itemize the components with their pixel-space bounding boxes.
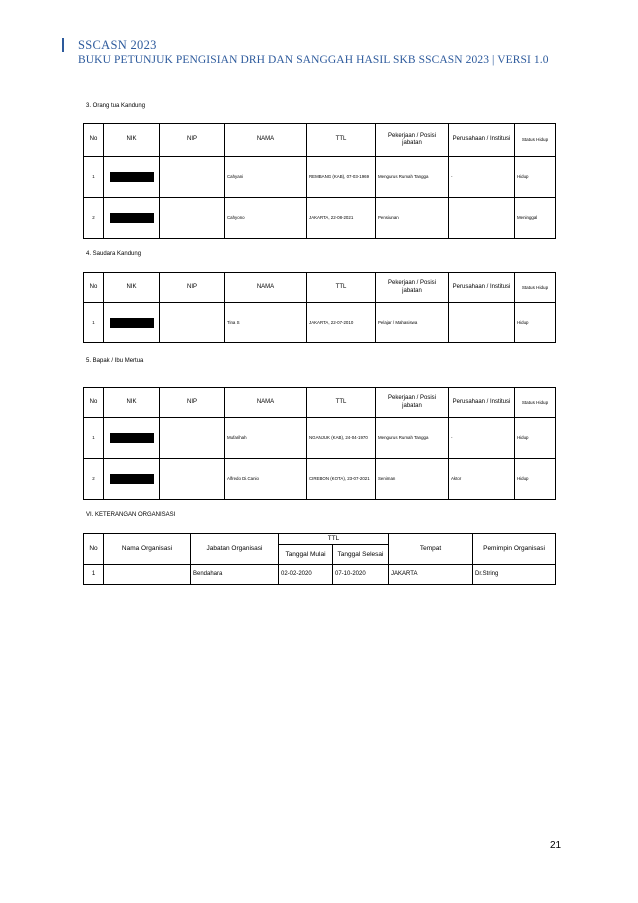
header-title: SSCASN 2023 — [78, 38, 157, 52]
table-header-row — [84, 388, 556, 418]
redacted-nik — [110, 433, 154, 443]
col-nip: NIP — [160, 273, 225, 303]
col-tanggal-selesai: Tanggal Selesai — [333, 545, 389, 565]
col-nik: NIK — [104, 124, 160, 157]
col-jabatan-organisasi: Jabatan Organisasi — [191, 534, 279, 565]
col-pekerjaan: Pekerjaan / Posisi jabatan — [376, 388, 449, 418]
cell-pekerjaan: Mengurus Rumah Tangga — [376, 157, 449, 198]
section-title-organisasi: VI. KETERANGAN ORGANISASI — [86, 512, 176, 518]
col-pekerjaan: Pekerjaan / Posisi jabatan — [376, 124, 449, 157]
cell-nama: Cahyani — [225, 157, 307, 198]
col-tanggal-mulai: Tanggal Mulai — [279, 545, 333, 565]
cell-ttl: REMBANG (KAB), 07-03-1969 — [307, 157, 376, 198]
cell-nik — [104, 418, 160, 459]
cell-perusahaan — [449, 198, 515, 239]
cell-tempat: JAKARTA — [389, 565, 473, 585]
cell-no: 1 — [84, 418, 104, 459]
cell-pekerjaan: Pensiunan — [376, 198, 449, 239]
redacted-nik — [110, 474, 154, 484]
col-ttl: TTL — [307, 124, 376, 157]
cell-perusahaan: Aktor — [449, 459, 515, 500]
section-title-saudara: 4. Saudara Kandung — [86, 251, 142, 257]
cell-jabatan: Bendahara — [191, 565, 279, 585]
cell-no: 1 — [84, 565, 104, 585]
table-mertua — [83, 387, 556, 500]
redacted-nik — [110, 172, 154, 182]
cell-no: 2 — [84, 198, 104, 239]
cell-ttl: NGANJUK (KAB), 24-04-1970 — [307, 418, 376, 459]
table-row — [84, 459, 556, 500]
table-header-row — [84, 124, 556, 157]
cell-status: Hidup — [515, 459, 556, 500]
table-row — [84, 157, 556, 198]
cell-pekerjaan: Mengurus Rumah Tangga — [376, 418, 449, 459]
section-title-mertua: 5. Bapak / Ibu Mertua — [86, 358, 144, 364]
cell-perusahaan: - — [449, 157, 515, 198]
col-nip: NIP — [160, 388, 225, 418]
cell-nik — [104, 459, 160, 500]
col-nik: NIK — [104, 273, 160, 303]
col-perusahaan: Perusahaan / Institusi — [449, 273, 515, 303]
col-nama: NAMA — [225, 273, 307, 303]
cell-nik — [104, 303, 160, 343]
cell-no: 2 — [84, 459, 104, 500]
col-no: No — [84, 273, 104, 303]
cell-perusahaan — [449, 303, 515, 343]
cell-pekerjaan: Pelajar / Mahasiswa — [376, 303, 449, 343]
cell-nik — [104, 157, 160, 198]
cell-status: Hidup — [515, 303, 556, 343]
col-nama: NAMA — [225, 388, 307, 418]
page-number: 21 — [550, 840, 562, 851]
cell-tanggal-selesai: 07-10-2020 — [333, 565, 389, 585]
cell-ttl: JAKARTA, 22-07-2010 — [307, 303, 376, 343]
col-no: No — [84, 534, 104, 565]
cell-no: 1 — [84, 303, 104, 343]
cell-nip — [160, 157, 225, 198]
table-saudara — [83, 272, 556, 343]
cell-status: Hidup — [515, 418, 556, 459]
table-row — [84, 418, 556, 459]
col-perusahaan: Perusahaan / Institusi — [449, 124, 515, 157]
cell-nama: Tina S — [225, 303, 307, 343]
col-nik: NIK — [104, 388, 160, 418]
col-perusahaan: Perusahaan / Institusi — [449, 388, 515, 418]
col-nama-organisasi: Nama Organisasi — [104, 534, 191, 565]
cell-pekerjaan: Seniman — [376, 459, 449, 500]
cell-nama-organisasi — [104, 565, 191, 585]
table-organisasi — [83, 533, 556, 585]
cell-nip — [160, 198, 225, 239]
cell-pemimpin: Dr.String — [473, 565, 556, 585]
table-header-row — [84, 534, 556, 545]
cell-no: 1 — [84, 157, 104, 198]
col-no: No — [84, 388, 104, 418]
header-accent-bar — [62, 38, 64, 52]
cell-perusahaan: - — [449, 418, 515, 459]
col-pemimpin-organisasi: Pemimpin Organisasi — [473, 534, 556, 565]
cell-nik — [104, 198, 160, 239]
col-status: Status Hidup — [515, 124, 556, 157]
cell-nama: Cahyono — [225, 198, 307, 239]
header-subtitle: BUKU PETUNJUK PENGISIAN DRH DAN SANGGAH HASIL SKB SSCASN 2023 | VERSI 1.0 — [78, 54, 549, 66]
section-title-orang-tua: 3. Orang tua Kandung — [86, 103, 146, 109]
table-row — [84, 303, 556, 343]
col-pekerjaan: Pekerjaan / Posisi jabatan — [376, 273, 449, 303]
redacted-nik — [110, 318, 154, 328]
col-ttl: TTL — [279, 534, 389, 545]
col-tempat: Tempat — [389, 534, 473, 565]
cell-tanggal-mulai: 02-02-2020 — [279, 565, 333, 585]
cell-nama: Mufarihah — [225, 418, 307, 459]
col-ttl: TTL — [307, 388, 376, 418]
col-status: Status Hidup — [515, 388, 556, 418]
col-no: No — [84, 124, 104, 157]
table-row — [84, 565, 556, 585]
col-nip: NIP — [160, 124, 225, 157]
col-status: Status Hidup — [515, 273, 556, 303]
cell-status: Meninggal — [515, 198, 556, 239]
table-header-row — [84, 273, 556, 303]
table-row — [84, 198, 556, 239]
cell-ttl: CIREBON (KOTA), 23-07-2021 — [307, 459, 376, 500]
cell-nip — [160, 303, 225, 343]
redacted-nik — [110, 213, 154, 223]
table-orang-tua — [83, 123, 556, 239]
cell-ttl: JAKARTA, 22-08-2021 — [307, 198, 376, 239]
cell-nama: Alfredo Di.Canio — [225, 459, 307, 500]
col-nama: NAMA — [225, 124, 307, 157]
col-ttl: TTL — [307, 273, 376, 303]
cell-nip — [160, 459, 225, 500]
cell-nip — [160, 418, 225, 459]
cell-status: Hidup — [515, 157, 556, 198]
